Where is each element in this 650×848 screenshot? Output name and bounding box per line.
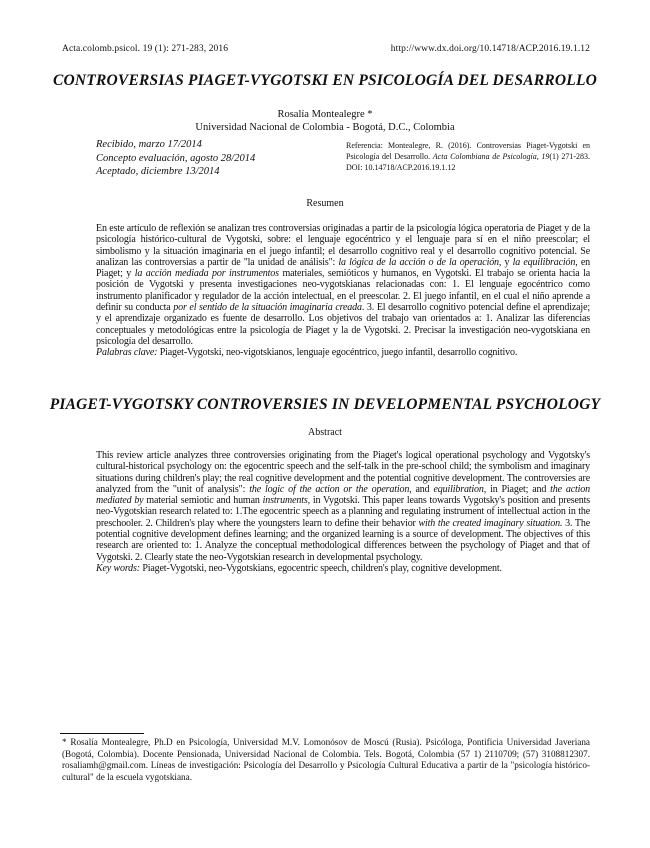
abstract-italic: with the created imaginary situation. bbox=[418, 517, 563, 529]
abstract-text bbox=[96, 450, 590, 574]
resumen-italic: la equilibración bbox=[512, 256, 576, 268]
english-title: PIAGET-VYGOTSKY CONTROVERSIES IN DEVELOPMENTAL PSYCHOLOGY bbox=[49, 396, 601, 413]
resumen-part: En este artículo de reflexión se analizan tres controversias originadas a partir de la psicología lógica operatoria de Piaget y de la psicología histórico-cultural de Vygotski, sobre: el lenguaje egocéntrico y el lenguaje para sí en el niño preescolar; el simbolismo y la situación imaginaria en el juego infantil; el desarrollo cognitivo real y el desarrollo cognitivo potencial. Se analizan las controversias a partir de "la unidad de análisis": bbox=[96, 223, 590, 268]
evaluation-date: Concepto evaluación, agosto 28/2014 bbox=[96, 152, 256, 164]
resumen-text bbox=[96, 223, 590, 359]
resumen-italic: la acción mediada por instrumentos bbox=[134, 268, 279, 280]
keywords-list: Piaget-Vygotski, neo-Vygotskians, egocentric speech, children's play, cognitive development. bbox=[142, 562, 502, 574]
author-footnote: * Rosalía Montealegre, Ph.D en Psicología, Universidad M.V. Lomonósov de Moscú (Rusia). Psicóloga, Pontificia Universidad Javeriana (Bogotá, Colombia). Docente Pensionada, Universidad Nacional de Colombia. Tels. Bogotá, Colombia (57 1) 2110709; (57) 3108812307. rosaliamh@gmail.com. Líneas de investigación: Psicología del Desarrollo y Psicología Cultural Educativa a partir de la "psicología histórico-cultural" de la escuela vygotskiana. bbox=[62, 737, 590, 782]
author-name: Rosalía Montealegre * bbox=[277, 109, 373, 120]
reference-pages: (1) 271-283. DOI: 10.14718/ACP.2016.19.1.12 bbox=[346, 152, 590, 172]
accepted-date: Aceptado, diciembre 13/2014 bbox=[96, 166, 220, 177]
abstract-italic: the logic of the action or the operation, bbox=[249, 483, 412, 495]
resumen-part: , en Piaget; y bbox=[96, 256, 590, 280]
abstract-part: material semiotic and human bbox=[146, 495, 260, 507]
dates-block bbox=[96, 138, 255, 179]
reference-label: Referencia: bbox=[346, 141, 383, 150]
keywords-list: Piaget-Vygotski, neo-vigotskianos, lenguaje egocéntrico, juego infantil, desarrollo cognitivo. bbox=[159, 347, 518, 359]
abstract-part: 3. The potential cognitive development defines learning; and the organized learning is a source of development. The objectives of this research are oriented to: 1. Analyze the conceptual methodological differences between the psychology of Piaget and that of Vygotski. 2. Clearly state the neo-Vygotskian research in developmental psychology. bbox=[96, 517, 590, 563]
spanish-title: CONTROVERSIAS PIAGET-VYGOTSKI EN PSICOLOGÍA DEL DESARROLLO bbox=[52, 72, 598, 89]
keywords-label: Palabras clave: bbox=[96, 347, 158, 359]
reference-block bbox=[346, 140, 590, 173]
reference-journal: Acta Colombiana de Psicología, 19 bbox=[432, 152, 550, 161]
keywords-label: Key words: bbox=[96, 562, 140, 574]
journal-citation-header: Acta.colomb.psicol. 19 (1): 271-283, 2016 bbox=[62, 44, 229, 54]
resumen-part: y bbox=[504, 256, 510, 268]
resumen-keywords bbox=[96, 347, 590, 358]
resumen-part: materiales, semióticos y humanos, en Vygotski. El trabajo se orienta hacia la posición de Vygotski y presenta investigaciones neo-vygotskianas relacionadas con: 1. El lenguaje egocéntrico como instrumento planificador y regulador de la acción intelectual, en el preescolar. 2. El juego infantil, en el cual el niño aprende a definir su conducta bbox=[96, 268, 590, 314]
resumen-italic: la lógica de la acción o de la operación, bbox=[338, 256, 502, 268]
abstract-italic: the action mediated by bbox=[96, 483, 590, 507]
received-date: Recibido, marzo 17/2014 bbox=[96, 139, 202, 150]
abstract-part: This review article analyzes three controversies originating from the Piaget's logical operational psychology and Vygotsky's cultural-historical psychology on: the egocentric speech and the self-talk in the pre-school child; the symbolism and imaginary situations during children's play; the real cognitive development and the potential cognitive development. The controversies are analyzed from the "unit of analysis": bbox=[96, 450, 590, 495]
abstract-keywords bbox=[96, 563, 590, 574]
abstract-part: in Vygotski. This paper leans towards Vygotsky's position and presents neo-Vygotskian research related to: 1.The egocentric speech as a planning and regulating instrument of intellectual action in the preschooler. 2. Children's play where the youngsters learn to define their behavior bbox=[96, 495, 591, 529]
abstract-part: in Piaget; and bbox=[490, 483, 547, 495]
resumen-italic: por el sentido de la situación imaginaria creada bbox=[173, 302, 362, 314]
abstract-heading: Abstract bbox=[308, 427, 342, 438]
abstract-part: and bbox=[415, 483, 430, 495]
author-block bbox=[0, 108, 650, 134]
footnote-divider bbox=[60, 733, 144, 734]
resumen-part: . 3. El desarrollo cognitivo potencial define el aprendizaje; y el aprendizaje organizado es fuente de desarrollo. Los objetivos del trabajo van orientados a: 1. Analizar las diferencias conceptuales y metodológicas entre la psicología de Piaget y la de Vygotski. 2. Precisar la investigación neo-vygotskiana en psicología del desarrollo. bbox=[96, 302, 590, 347]
abstract-italic: equilibration, bbox=[433, 483, 487, 495]
resumen-heading: Resumen bbox=[306, 198, 344, 209]
author-affiliation: Universidad Nacional de Colombia - Bogotá, D.C., Colombia bbox=[195, 122, 455, 133]
reference-citation: Montealegre, R. (2016). Controversias Piaget-Vygotski en Psicología del Desarrollo. bbox=[346, 141, 590, 161]
abstract-italic: instruments, bbox=[262, 495, 310, 507]
doi-link[interactable]: http://www.dx.doi.org/10.14718/ACP.2016.19.1.12 bbox=[390, 44, 590, 54]
